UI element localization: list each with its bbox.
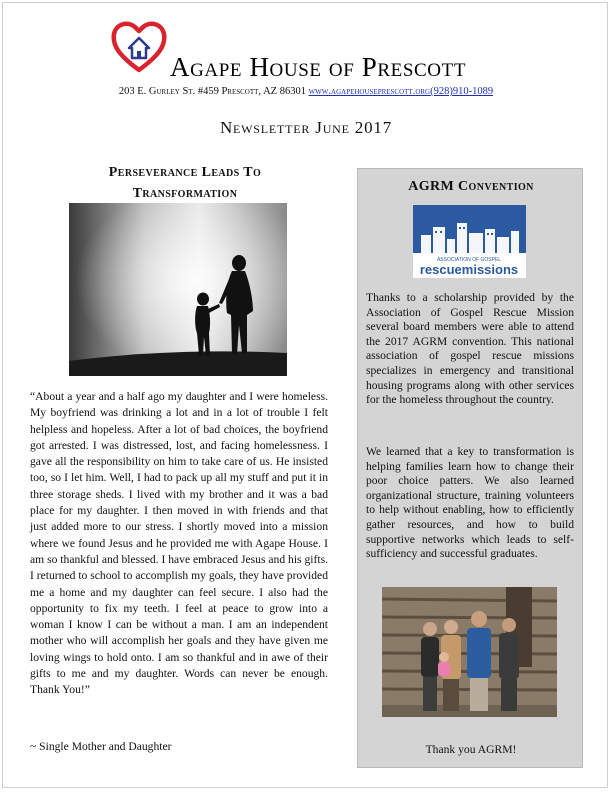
- article-title-line1: Perseverance Leads To: [108, 165, 262, 180]
- newsletter-title: Newsletter June 2017: [219, 118, 393, 137]
- agrm-logo: [413, 205, 526, 278]
- article-title: [60, 162, 310, 204]
- board-members-group-photo: [382, 587, 557, 717]
- address-line: [0, 86, 612, 97]
- sidebar-agrm: [357, 168, 583, 768]
- article-title-line2: Transformation: [132, 186, 238, 201]
- agrm-logo-top-text: ASSOCIATION OF GOSPEL: [436, 257, 502, 263]
- sidebar-title: AGRM Convention: [408, 179, 534, 194]
- article-signature: ~ Single Mother and Daughter: [30, 740, 172, 753]
- address: 203 E. Gurley St. #459 Prescott, AZ 86301: [118, 86, 306, 97]
- sidebar-paragraph-2: We learned that a key to transformation is helping families learn how to change their poor choice patters. We also learned organizational structure, training volunteers to help without enabling, how to efficiently gather resources, and how to build supportive networks which leads to self-sufficiency and successful graduates.: [366, 445, 574, 561]
- mother-daughter-silhouette-photo: [69, 203, 287, 376]
- article-body: “About a year and a half ago my daughter and I were homeless. My boyfriend was drinking a lot and in a lot of trouble I felt helpless and hopeless. After a lot of bad choices, the boyfriend got arrested. I was distressed, lost, and facing homelessness. I gave all the responsibility on him to take care of us. He insisted too, so I let him. Well, I had to pack up all my stuff and put it in three storage sheds. I lived with my brother and it was a bad place for my daughter. I then moved in with friends and that just added more to our stress. I shortly moved into a mission where we found Jesus and he provided me with Agape House. I am so thankful and blessed. I have embraced Jesus and his gifts. I returned to school to accomplish my goals, they have provided me a home and my daughter can feel secure. I also had the opportunity to fix my teeth. I feel at peace to grow into a woman I know I can be without a man. I am an independent mother who will accomplish her goals and they have given me loving wings to hold onto. I am so thankful and in awe of their gifts to me and my daughter. Words can never be enough. Thank You!”: [30, 390, 328, 697]
- org-name: Agape House of Prescott: [170, 52, 467, 82]
- sidebar-thanks: Thank you AGRM!: [425, 743, 517, 756]
- phone-link[interactable]: (928)910-1089: [430, 86, 494, 97]
- heart-house-logo: [110, 18, 168, 74]
- sidebar-paragraph-1: Thanks to a scholarship provided by the Association of Gospel Rescue Mission several board members were able to attend the 2017 AGRM convention. This national association of gospel rescue missions specializes in emergency and transitional housing programs along with other services for the homeless throughout the country.: [366, 291, 574, 407]
- agrm-logo-main-text: rescuemissions: [419, 262, 519, 277]
- heart-icon: [114, 24, 165, 70]
- website-link[interactable]: www.agapehouseprescott.org: [308, 86, 431, 97]
